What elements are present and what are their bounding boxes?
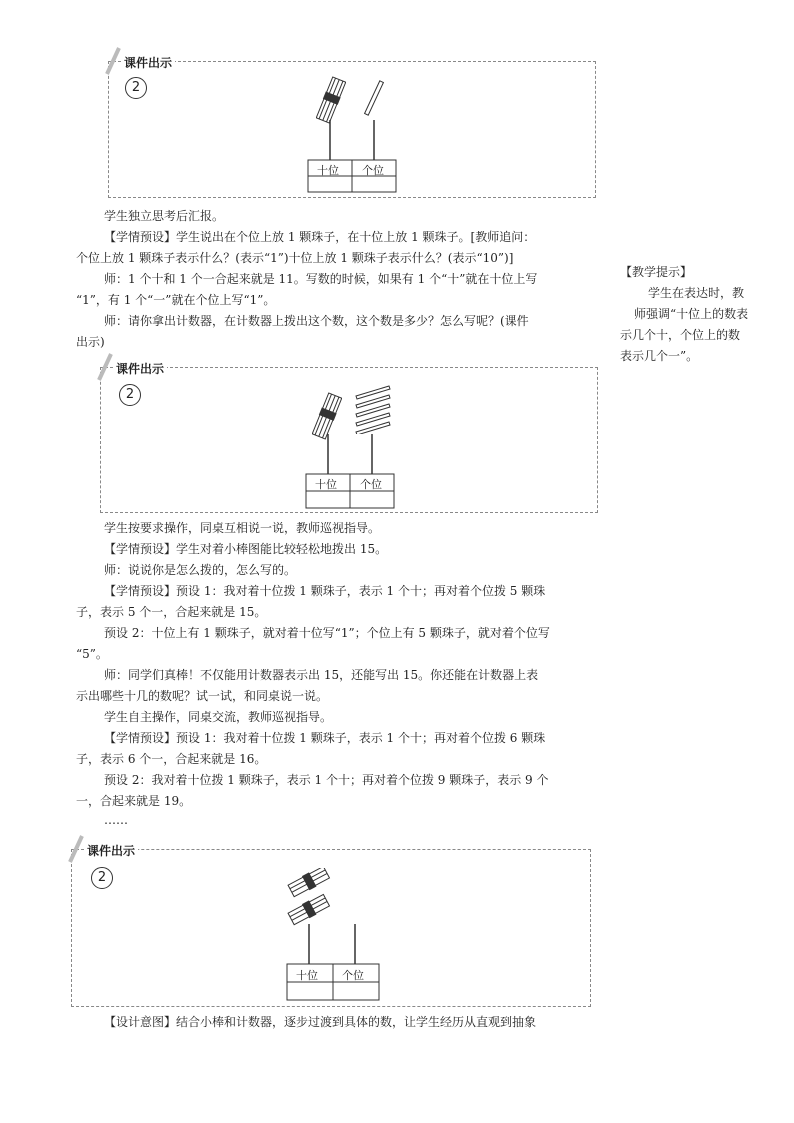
number-badge: 2 <box>91 867 113 889</box>
text-line: 师：同学们真棒！不仅能用计数器表示出 15，还能写出 15。你还能在计数器上表 <box>104 668 539 682</box>
text-line: 个位上放 1 颗珠子表示什么？(表示“1”)十位上放 1 颗珠子表示什么？(表示“10”)] <box>76 251 514 265</box>
tens-column-label: 十位 <box>296 969 318 982</box>
text-line: 预设 2：十位上有 1 颗珠子，就对着十位写“1”；个位上有 5 颗珠子，就对着个位写 <box>104 626 550 640</box>
ones-column-label: 个位 <box>360 478 382 491</box>
text-line: 示出哪些十几的数呢？试一试，和同桌说一说。 <box>76 689 329 703</box>
text-line: 学生按要求操作，同桌互相说一说，教师巡视指导。 <box>104 521 381 535</box>
single-stick-icon <box>364 78 384 118</box>
text-line: 学生自主操作，同桌交流，教师巡视指导。 <box>104 710 333 724</box>
teaching-tip-line: 学生在表达时，教 <box>648 286 745 300</box>
text-line: 子，表示 6 个一，合起来就是 16。 <box>76 752 267 766</box>
teaching-tip-line: 表示几个一”。 <box>620 349 699 363</box>
counting-frame <box>304 434 396 510</box>
five-sticks-icon <box>353 384 393 434</box>
courseware-box-3 <box>71 844 591 1007</box>
text-line: 【学情预设】预设 1：我对着十位拨 1 颗珠子，表示 1 个十；再对着个位拨 5 颗珠 <box>104 584 546 598</box>
counting-frame <box>306 120 398 194</box>
text-line: 【学情预设】预设 1：我对着十位拨 1 颗珠子，表示 1 个十；再对着个位拨 6 颗珠 <box>104 731 546 745</box>
text-line: 预设 2：我对着十位拨 1 颗珠子，表示 1 个十；再对着个位拨 9 颗珠子，表示 9 个 <box>104 773 549 787</box>
courseware-label: 课件出示 <box>113 360 167 377</box>
text-line: “5”。 <box>76 647 108 661</box>
two-stick-bundles-icon <box>287 868 331 928</box>
text-line: 子，表示 5 个一，合起来就是 15。 <box>76 605 267 619</box>
counting-frame <box>285 924 381 1002</box>
courseware-label: 课件出示 <box>121 54 175 71</box>
text-block-1 <box>76 206 606 349</box>
ones-column-label: 个位 <box>342 969 364 982</box>
tens-column-label: 十位 <box>317 164 339 177</box>
courseware-box-2 <box>100 362 598 513</box>
text-line: 出示) <box>76 335 105 349</box>
tens-column-label: 十位 <box>315 478 337 491</box>
teaching-tip-line: 示几个十，个位上的数 <box>620 328 741 342</box>
text-line: …… <box>104 813 128 827</box>
text-line: “1”，有 1 个“一”就在个位上写“1”。 <box>76 293 276 307</box>
text-line: 学生独立思考后汇报。 <box>104 209 225 223</box>
text-block-3 <box>76 1012 606 1034</box>
courseware-label: 课件出示 <box>84 842 138 859</box>
text-line: 师：说说你是怎么拨的，怎么写的。 <box>104 563 297 577</box>
text-line: 师：请你拿出计数器，在计数器上拨出这个数，这个数是多少？怎么写呢？(课件 <box>104 314 529 328</box>
courseware-box-1 <box>108 56 596 198</box>
text-line: 【学情预设】学生对着小棒图能比较轻松地拨出 15。 <box>104 542 388 556</box>
teaching-tip-line: 师强调“十位上的数表 <box>634 307 749 321</box>
teaching-tip-title: 【教学提示】 <box>620 265 693 279</box>
text-line: 【学情预设】学生说出在个位上放 1 颗珠子，在十位上放 1 颗珠子。[教师追问： <box>104 230 536 244</box>
text-block-2 <box>76 518 606 828</box>
number-badge: 2 <box>119 384 141 406</box>
text-line: 一，合起来就是 19。 <box>76 794 192 808</box>
number-badge: 2 <box>125 77 147 99</box>
ones-column-label: 个位 <box>362 164 384 177</box>
text-line: 师：1 个十和 1 个一合起来就是 11。写数的时候，如果有 1 个“十”就在十位上写 <box>104 272 538 286</box>
text-line: 【设计意图】结合小棒和计数器，逐步过渡到具体的数，让学生经历从直观到抽象 <box>104 1015 537 1029</box>
stick-bundle-icon <box>316 74 346 126</box>
